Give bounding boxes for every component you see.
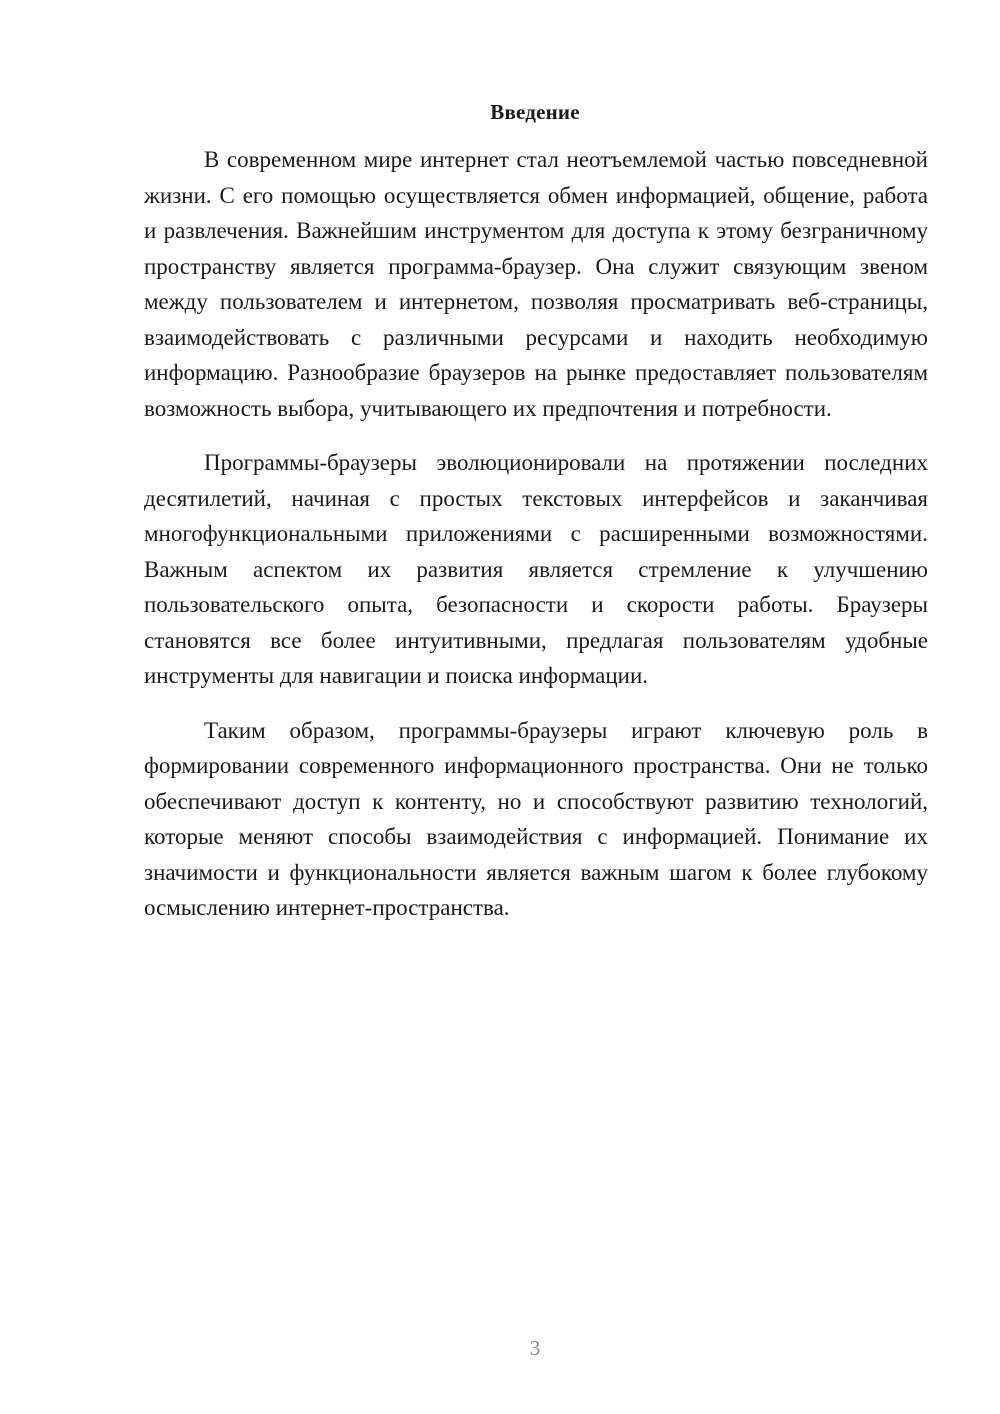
page-title: Введение xyxy=(490,100,580,124)
paragraph-1: В современном мире интернет стал неотъемлемой частью повседневной жизни. С его помощью осуществляется обмен информацией, общение, работа и развлечения. Важнейшим инструментом для доступа к этому безграничному пространству является программа-браузер. Она служит связующим звеном между пользователем и интернетом, позволяя просматривать веб-страницы, взаимодействовать с различными ресурсами и находить необходимую информацию. Разнообразие браузеров на рынке предоставляет пользователям возможность выбора, учитывающего их предпочтения и потребности. xyxy=(144,147,928,421)
paragraph-2: Программы-браузеры эволюционировали на протяжении последних десятилетий, начиная с простых текстовых интерфейсов и заканчивая многофункциональными приложениями с расширенными возможностями. Важным аспектом их развития является стремление к улучшению пользовательского опыта, безопасности и скорости работы. Браузеры становятся все более интуитивными, предлагая пользователям удобные инструменты для навигации и поиска информации. xyxy=(144,450,928,688)
body-text xyxy=(144,142,928,926)
paragraph-3: Таким образом, программы-браузеры играют ключевую роль в формировании современного информационного пространства. Они не только обеспечивают доступ к контенту, но и способствуют развитию технологий, которые меняют способы взаимодействия с информацией. Понимание их значимости и функциональности является важным шагом к более глубокому осмыслению интернет-пространства. xyxy=(144,717,928,920)
page-number: 3 xyxy=(529,1336,541,1360)
